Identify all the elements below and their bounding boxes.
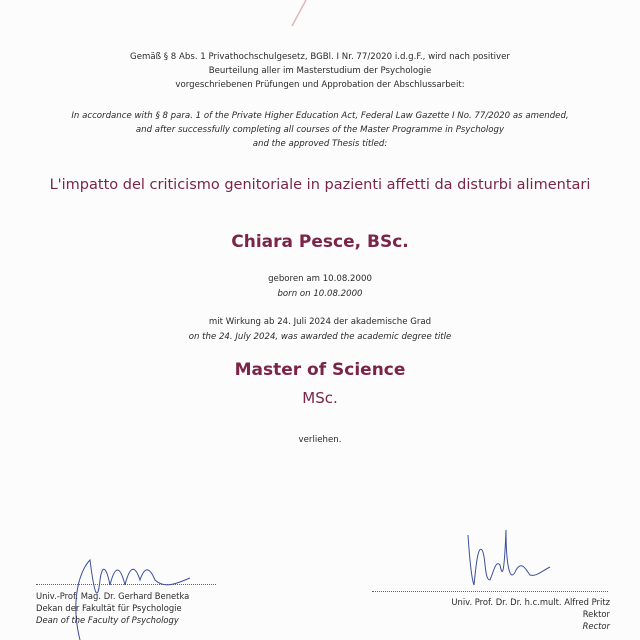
- intro-german: [0, 50, 640, 92]
- born-en: born on 10.08.2000: [277, 289, 363, 299]
- dean-signature-block: [36, 590, 189, 626]
- intro-de-line: Beurteilung aller im Masterstudium der Psychologie: [208, 66, 432, 76]
- born-de: geboren am 10.08.2000: [268, 274, 372, 284]
- dean-title-de: Dekan der Fakultät für Psychologie: [36, 603, 182, 613]
- intro-en-line: and the approved Thesis titled:: [252, 139, 388, 149]
- degree-abbreviation: MSc.: [302, 389, 338, 407]
- award-en: on the 24. July 2024, was awarded the academic degree title: [188, 332, 452, 342]
- rector-signature: [460, 525, 560, 595]
- award-de: mit Wirkung ab 24. Juli 2024 der akademische Grad: [208, 317, 432, 327]
- graduate-name: Chiara Pesce, BSc.: [231, 232, 409, 252]
- rector-title-de: Rektor: [582, 609, 610, 619]
- rector-name: Univ. Prof. Dr. Dr. h.c.mult. Alfred Pritz: [451, 597, 610, 607]
- rector-title-en: Rector: [582, 621, 610, 631]
- thesis-title: L'impatto del criticismo genitoriale in pazienti affetti da disturbi alimentari: [49, 177, 591, 193]
- intro-english: [0, 109, 640, 151]
- rector-signature-block: [451, 596, 610, 632]
- intro-de-line: Gemäß § 8 Abs. 1 Privathochschulgesetz, BGBl. I Nr. 77/2020 i.d.g.F., wird nach positiver: [130, 52, 510, 62]
- intro-de-line: vorgeschriebenen Prüfungen und Approbation der Abschlussarbeit:: [175, 80, 465, 90]
- intro-en-line: and after successfully completing all courses of the Master Programme in Psychology: [135, 125, 505, 135]
- degree-title: Master of Science: [234, 360, 406, 380]
- conferred-text: verliehen.: [298, 435, 342, 445]
- intro-en-line: In accordance with § 8 para. 1 of the Private Higher Education Act, Federal Law Gazette I No. 77/2020 as amended,: [71, 111, 569, 121]
- dean-title-en: Dean of the Faculty of Psychology: [36, 615, 179, 625]
- decorative-line: [280, 0, 310, 30]
- dean-name: Univ.-Prof. Mag. Dr. Gerhard Benetka: [36, 591, 190, 601]
